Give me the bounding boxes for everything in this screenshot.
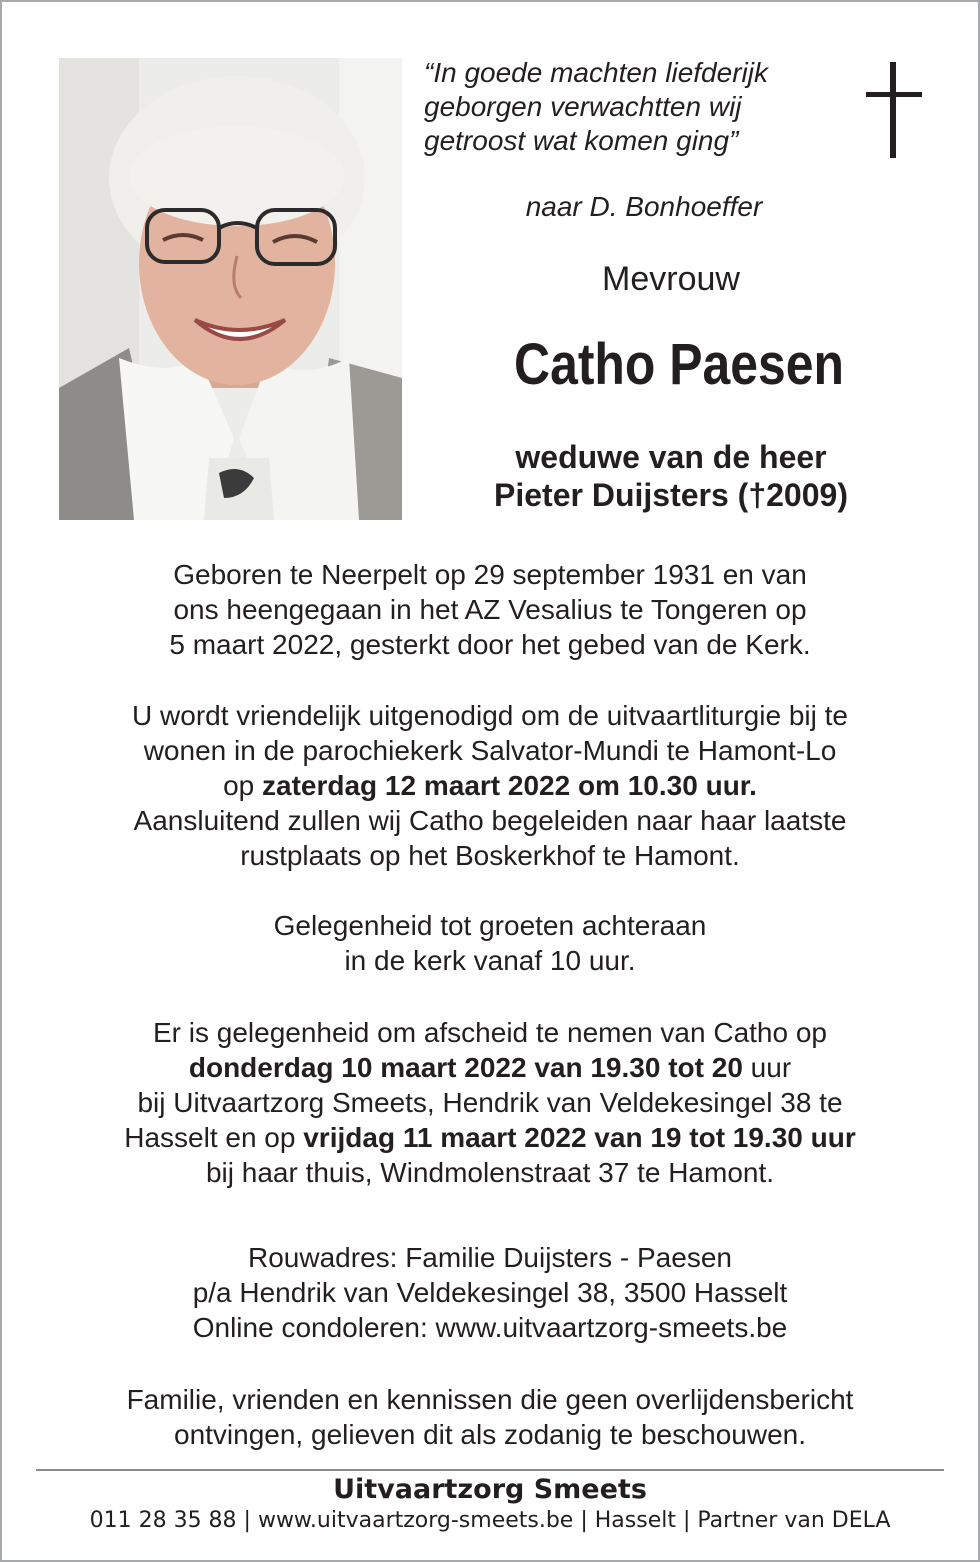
paragraph-line: Familie, vrienden en kennissen die geen overlijdensbericht: [126, 1384, 854, 1415]
paragraph-line: U wordt vriendelijk uitgenodigd om de uitvaartliturgie bij te: [132, 700, 848, 731]
portrait-photo: [59, 58, 402, 520]
paragraph-line: bij haar thuis, Windmolenstraat 37 te Hamont.: [205, 1157, 775, 1188]
widow-line: weduwe van de heer: [515, 439, 827, 475]
paragraph-line: Rouwadres: Familie Duijsters - Paesen: [248, 1242, 732, 1273]
funeral-date: zaterdag 12 maart 2022 om 10.30 uur.: [262, 770, 757, 801]
quote-attribution: naar D. Bonhoeffer: [525, 191, 763, 222]
paragraph-line: Aansluitend zullen wij Catho begeleiden naar haar laatste: [133, 805, 847, 836]
farewell-date-2: vrijdag 11 maart 2022 van 19 tot 19.30 uur: [303, 1122, 856, 1153]
text-run: op: [223, 770, 262, 801]
paragraph-line: Geboren te Neerpelt op 29 september 1931 en van: [173, 559, 807, 590]
paragraph-line: [40, 1050, 940, 1085]
paragraph-line: in de kerk vanaf 10 uur.: [344, 945, 636, 976]
quote-line: geborgen verwachtten wij: [424, 91, 742, 122]
paragraph-line: bij Uitvaartzorg Smeets, Hendrik van Veldekesingel 38 te: [137, 1087, 843, 1118]
farewell-paragraph: [40, 1015, 940, 1190]
notice-paragraph: [40, 1382, 940, 1452]
footer-divider: [36, 1469, 944, 1471]
footer-company-name: Uitvaartzorg Smeets: [333, 1474, 647, 1505]
paragraph-line: ontvingen, gelieven dit als zodanig te beschouwen.: [174, 1419, 806, 1450]
paragraph-line: [40, 768, 940, 803]
footer-contact-info: 011 28 35 88 | www.uitvaartzorg-smeets.be | Hasselt | Partner van DELA: [89, 1508, 891, 1533]
paragraph-line: [40, 1120, 940, 1155]
deceased-name: Catho Paesen: [514, 332, 844, 397]
paragraph-line: rustplaats op het Boskerkhof te Hamont.: [240, 840, 740, 871]
quote-line: getroost wat komen ging”: [424, 125, 739, 156]
portrait-image: [59, 58, 402, 520]
widow-spouse: Pieter Duijsters (†2009): [494, 477, 848, 513]
text-run: Hasselt en op: [124, 1122, 304, 1153]
condolence-link: Online condoleren: www.uitvaartzorg-smeets.be: [192, 1312, 788, 1343]
birth-death-paragraph: [40, 557, 940, 662]
farewell-date-1: donderdag 10 maart 2022 van 19.30 tot 20: [188, 1052, 743, 1083]
paragraph-line: p/a Hendrik van Veldekesingel 38, 3500 Hasselt: [192, 1277, 788, 1308]
honorific: Mevrouw: [602, 260, 740, 298]
quote-line: “In goede machten liefderijk: [424, 57, 768, 88]
address-paragraph: [40, 1240, 940, 1345]
paragraph-line: ons heengegaan in het AZ Vesalius te Tongeren op: [173, 594, 807, 625]
quote: [424, 56, 844, 158]
paragraph-line: 5 maart 2022, gesterkt door het gebed van de Kerk.: [169, 629, 811, 660]
text-run: uur: [742, 1052, 792, 1083]
funeral-paragraph: [40, 698, 940, 873]
paragraph-line: Er is gelegenheid om afscheid te nemen van Catho op: [153, 1017, 827, 1048]
paragraph-line: wonen in de parochiekerk Salvator-Mundi te Hamont-Lo: [143, 735, 837, 766]
paragraph-line: Gelegenheid tot groeten achteraan: [273, 910, 707, 941]
widow-of: [424, 438, 918, 514]
greeting-paragraph: [40, 908, 940, 978]
cross-icon: [866, 62, 922, 158]
